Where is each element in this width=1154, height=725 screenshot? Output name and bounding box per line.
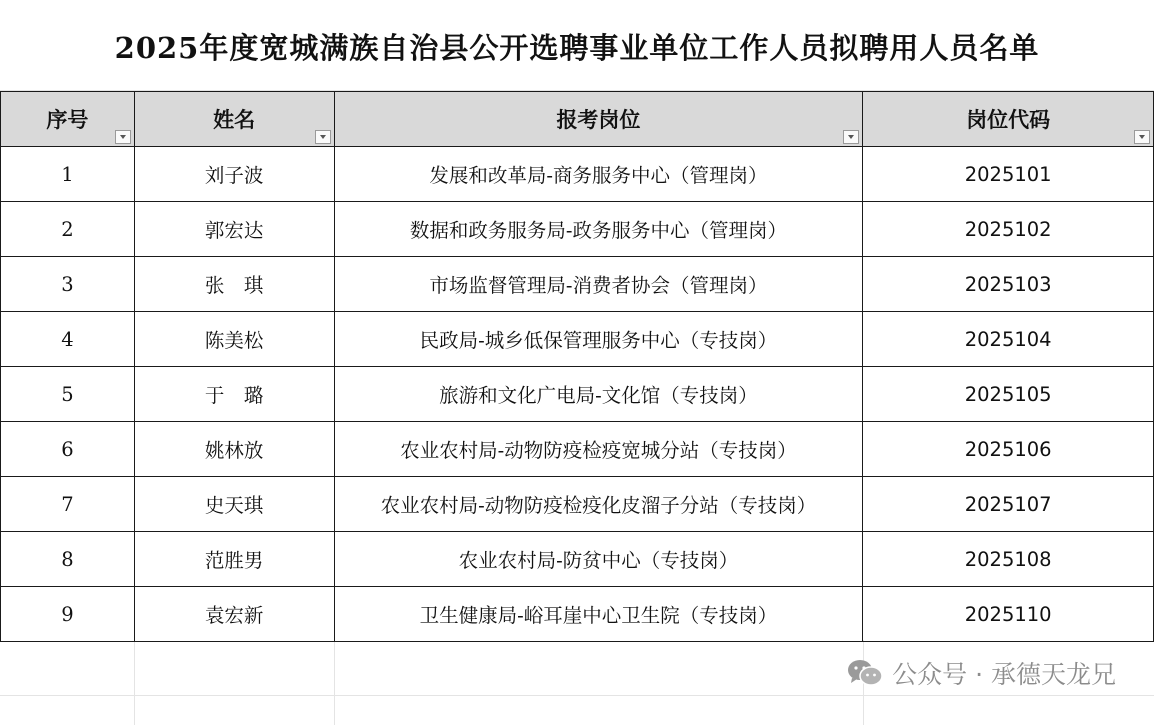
wechat-icon xyxy=(846,658,884,688)
page-title: 2025年度宽城满族自治县公开选聘事业单位工作人员拟聘用人员名单 xyxy=(114,30,1040,65)
cell-name[interactable]: 刘子波 xyxy=(134,147,334,202)
grid-line xyxy=(334,640,335,725)
column-header-number xyxy=(1,92,135,147)
cell-name[interactable]: 张 琪 xyxy=(134,257,334,312)
cell-name[interactable]: 于 璐 xyxy=(134,367,334,422)
cell-position[interactable]: 市场监督管理局-消费者协会（管理岗） xyxy=(334,257,863,312)
cell-number[interactable]: 7 xyxy=(1,477,135,532)
cell-number[interactable]: 5 xyxy=(1,367,135,422)
cell-number[interactable]: 2 xyxy=(1,202,135,257)
cell-name[interactable]: 郭宏达 xyxy=(134,202,334,257)
cell-number[interactable]: 9 xyxy=(1,587,135,642)
cell-number[interactable]: 6 xyxy=(1,422,135,477)
header-row xyxy=(1,92,1154,147)
cell-position[interactable]: 农业农村局-动物防疫检疫宽城分站（专技岗） xyxy=(334,422,863,477)
cell-code[interactable]: 2025105 xyxy=(863,367,1154,422)
table-row xyxy=(1,367,1154,422)
column-header-name xyxy=(134,92,334,147)
cell-name[interactable]: 史天琪 xyxy=(134,477,334,532)
table-row xyxy=(1,312,1154,367)
table-row xyxy=(1,422,1154,477)
cell-position[interactable]: 数据和政务服务局-政务服务中心（管理岗） xyxy=(334,202,863,257)
cell-code[interactable]: 2025107 xyxy=(863,477,1154,532)
column-header-code xyxy=(863,92,1154,147)
cell-name[interactable]: 姚林放 xyxy=(134,422,334,477)
cell-number[interactable]: 4 xyxy=(1,312,135,367)
cell-position[interactable]: 农业农村局-防贫中心（专技岗） xyxy=(334,532,863,587)
cell-code[interactable]: 2025104 xyxy=(863,312,1154,367)
cell-number[interactable]: 3 xyxy=(1,257,135,312)
cell-name[interactable]: 袁宏新 xyxy=(134,587,334,642)
table-row xyxy=(1,477,1154,532)
column-header-label: 序号 xyxy=(46,107,89,132)
cell-name[interactable]: 陈美松 xyxy=(134,312,334,367)
column-header-label: 姓名 xyxy=(213,107,256,132)
cell-code[interactable]: 2025103 xyxy=(863,257,1154,312)
column-header-label: 报考岗位 xyxy=(556,107,641,132)
cell-name[interactable]: 范胜男 xyxy=(134,532,334,587)
cell-code[interactable]: 2025108 xyxy=(863,532,1154,587)
column-header-position xyxy=(334,92,863,147)
cell-code[interactable]: 2025102 xyxy=(863,202,1154,257)
cell-number[interactable]: 8 xyxy=(1,532,135,587)
column-header-label: 岗位代码 xyxy=(966,107,1051,132)
cell-position[interactable]: 旅游和文化广电局-文化馆（专技岗） xyxy=(334,367,863,422)
cell-number[interactable]: 1 xyxy=(1,147,135,202)
grid-line xyxy=(134,640,135,725)
cell-position[interactable]: 民政局-城乡低保管理服务中心（专技岗） xyxy=(334,312,863,367)
cell-position[interactable]: 农业农村局-动物防疫检疫化皮溜子分站（专技岗） xyxy=(334,477,863,532)
table-row xyxy=(1,147,1154,202)
table-row xyxy=(1,202,1154,257)
watermark-text: 公众号 · 承德天龙兄 xyxy=(892,660,1116,689)
watermark xyxy=(846,655,1116,691)
roster-table xyxy=(0,91,1154,642)
filter-dropdown-icon[interactable] xyxy=(843,130,859,144)
cell-position[interactable]: 发展和改革局-商务服务中心（管理岗） xyxy=(334,147,863,202)
filter-dropdown-icon[interactable] xyxy=(315,130,331,144)
table-row xyxy=(1,257,1154,312)
table-row xyxy=(1,587,1154,642)
table-row xyxy=(1,532,1154,587)
cell-code[interactable]: 2025101 xyxy=(863,147,1154,202)
filter-dropdown-icon[interactable] xyxy=(115,130,131,144)
cell-code[interactable]: 2025110 xyxy=(863,587,1154,642)
cell-position[interactable]: 卫生健康局-峪耳崖中心卫生院（专技岗） xyxy=(334,587,863,642)
grid-line xyxy=(0,695,1154,696)
cell-code[interactable]: 2025106 xyxy=(863,422,1154,477)
filter-dropdown-icon[interactable] xyxy=(1134,130,1150,144)
